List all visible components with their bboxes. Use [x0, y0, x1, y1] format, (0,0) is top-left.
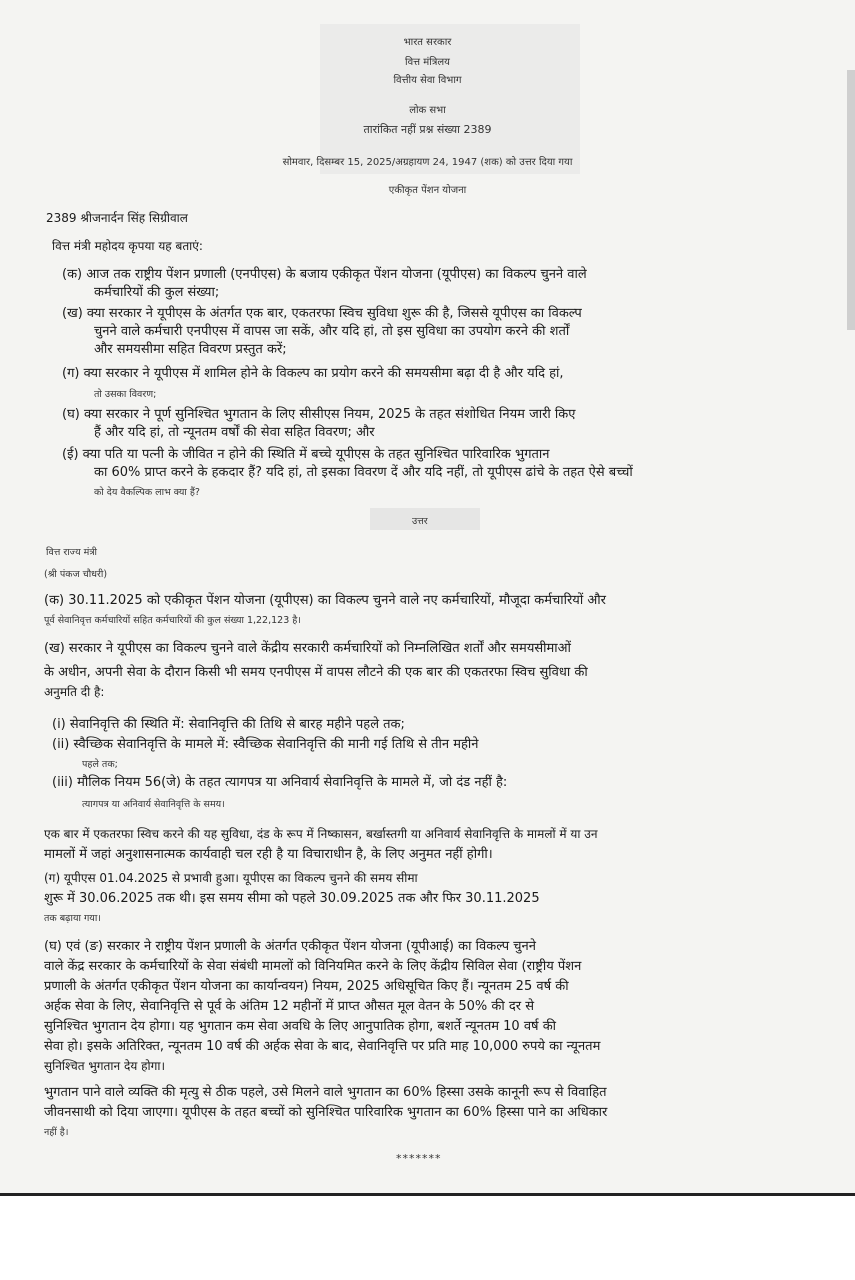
question-kha-line1: (ख) क्या सरकार ने यूपीएस के अंतर्गत एक बार, एकतरफा स्विच सुविधा शुरू की है, जिससे यूपीएस का विकल्प — [62, 306, 582, 321]
header-subject: एकीकृत पेंशन योजना — [388, 185, 467, 196]
answer-ga-line1: (ग) यूपीएस 01.04.2025 से प्रभावी हुआ। यूपीएस का विकल्प चुनने की समय सीमा — [44, 871, 418, 885]
header-gov: भारत सरकार — [403, 37, 452, 48]
question-gha-line1: (घ) क्या सरकार ने पूर्ण सुनिश्चित भुगतान के लिए सीसीएस नियम, 2025 के तहत संशोधित नियम जारी किए — [62, 407, 576, 422]
answer-kha-line3: अनुमति दी है: — [44, 685, 105, 699]
answer-ka-line2: पूर्व सेवानिवृत्त कर्मचारियों सहित कर्मचारियों की कुल संख्या 1,22,123 है। — [44, 615, 301, 626]
answer-ga-line3: तक बढ़ाया गया। — [44, 913, 101, 924]
question-ii-line1: (ई) क्या पति या पत्नी के जीवित न होने की स्थिति में बच्चे यूपीएस के तहत सुनिश्चित पारिवारिक भुगतान — [62, 447, 550, 462]
question-ga-line2: तो उसका विवरण; — [94, 389, 157, 400]
answer-ga-line2: शुरू में 30.06.2025 तक थी। इस समय सीमा को पहले 30.09.2025 तक और फिर 30.11.2025 — [44, 891, 540, 906]
answer-last-line3: नहीं है। — [44, 1127, 69, 1138]
header-house: लोक सभा — [409, 105, 446, 116]
question-intro: वित्त मंत्री महोदय कृपया यह बताएं: — [52, 239, 203, 253]
question-ka-line1: (क) आज तक राष्ट्रीय पेंशन प्रणाली (एनपीएस) के बजाय एकीकृत पेंशन योजना (यूपीएस) का विकल्प चुनने वाले — [62, 267, 587, 282]
header-date: सोमवार, दिसम्बर 15, 2025/अग्रहायण 24, 1947 (शक) को उत्तर दिया गया — [282, 157, 573, 168]
answer-item-iii-line2: त्यागपत्र या अनिवार्य सेवानिवृत्ति के समय। — [82, 799, 225, 810]
answer-heading: उत्तर — [412, 516, 428, 527]
answer-item-iii-line1: (iii) मौलिक नियम 56(जे) के तहत त्यागपत्र या अनिवार्य सेवानिवृत्ति के मामले में, जो दंड नहीं है: — [52, 775, 508, 790]
answer-gha-line4: अर्हक सेवा के लिए, सेवानिवृत्ति से पूर्व के अंतिम 12 महीनों में प्राप्त औसत मूल वेतन के 50% की दर से — [44, 999, 535, 1014]
question-ii-line3: को देय वैकल्पिक लाभ क्या हैं? — [94, 487, 200, 498]
answer-item-ii-line1: (ii) स्वैच्छिक सेवानिवृत्ति के मामले में: स्वैच्छिक सेवानिवृत्ति की मानी गई तिथि से तीन महीने — [52, 737, 479, 752]
question-kha-line3: और समयसीमा सहित विवरण प्रस्तुत करें; — [94, 342, 287, 357]
answer-para-line1: एक बार में एकतरफा स्विच करने की यह सुविधा, दंड के रूप में निष्कासन, बर्खास्तगी या अनिवार्य सेवानिवृत्ति के मामलों में या उन — [44, 827, 598, 841]
question-ka-line2: कर्मचारियों की कुल संख्या; — [94, 285, 220, 300]
minister-name: (श्री पंकज चौधरी) — [44, 569, 108, 580]
question-kha-line2: चुनने वाले कर्मचारी एनपीएस में वापस जा सकें, और यदि हां, तो इस सुविधा का उपयोग करने की शर्तों — [94, 324, 570, 339]
answer-item-i: (i) सेवानिवृत्ति की स्थिति में: सेवानिवृत्ति की तिथि से बारह महीने पहले तक; — [52, 717, 405, 732]
header-ministry: वित्त मंत्रिलय — [405, 57, 450, 68]
question-ii-line2: का 60% प्राप्त करने के हकदार हैं? यदि हां, तो इसका विवरण दें और यदि नहीं, तो यूपीएस ढांचे के तहत ऐसे बच्चों — [94, 465, 633, 480]
answer-gha-line7: सुनिश्चित भुगतान देय होगा। — [44, 1059, 166, 1073]
minister-title: वित्त राज्य मंत्री — [46, 547, 98, 558]
answer-ka-line1: (क) 30.11.2025 को एकीकृत पेंशन योजना (यूपीएस) का विकल्प चुनने वाले नए कर्मचारियों, मौजूदा कर्मचारियों और — [44, 593, 606, 608]
answer-kha-line2: के अधीन, अपनी सेवा के दौरान किसी भी समय एनपीएस में वापस लौटने की एक बार की एकतरफा स्विच सुविधा की — [44, 665, 588, 680]
answer-gha-line6: सेवा हो। इसके अतिरिक्त, न्यूनतम 10 वर्ष की अर्हक सेवा के बाद, सेवानिवृत्ति पर प्रति माह 10,000 रुपये का न्यूनतम — [44, 1039, 601, 1054]
answer-gha-line5: सुनिश्चित भुगतान देय होगा। यह भुगतान कम सेवा अवधि के लिए आनुपातिक होगा, बशर्ते न्यूनतम 10 वर्ष की — [44, 1019, 557, 1034]
question-asker: 2389 श्रीजनार्दन सिंह सिग्रीवाल — [46, 211, 188, 225]
header-question-number: तारांकित नहीं प्रश्न संख्या 2389 — [363, 123, 492, 136]
question-ga-line1: (ग) क्या सरकार ने यूपीएस में शामिल होने के विकल्प का प्रयोग करने की समयसीमा बढ़ा दी है और यदि हां, — [62, 366, 564, 381]
answer-kha-line1: (ख) सरकार ने यूपीएस का विकल्प चुनने वाले केंद्रीय सरकारी कर्मचारियों को निम्नलिखित शर्तों और समयसीमाओं — [44, 641, 571, 656]
answer-last-line1: भुगतान पाने वाले व्यक्ति की मृत्यु से ठीक पहले, उसे मिलने वाले भुगतान का 60% हिस्सा उसके कानूनी रूप से विवाहित — [44, 1085, 607, 1100]
answer-item-ii-line2: पहले तक; — [82, 759, 118, 770]
answer-gha-line3: प्रणाली के अंतर्गत एकीकृत पेंशन योजना का कार्यान्वयन) नियम, 2025 अधिसूचित किए हैं। न्यूनतम 25 वर्ष की — [44, 979, 569, 994]
header-department: वित्तीय सेवा विभाग — [393, 75, 462, 86]
question-gha-line2: हैं और यदि हां, तो न्यूनतम वर्षों की सेवा सहित विवरण; और — [94, 425, 375, 440]
answer-last-line2: जीवनसाथी को दिया जाएगा। यूपीएस के तहत बच्चों को सुनिश्चित पारिवारिक भुगतान का 60% हिस्सा पाने का अधिकार — [44, 1105, 608, 1120]
answer-para-line2: मामलों में जहां अनुशासनात्मक कार्यवाही चल रही है या विचाराधीन है, के लिए अनुमत नहीं होगी। — [44, 847, 493, 862]
answer-gha-line1: (घ) एवं (ङ) सरकार ने राष्ट्रीय पेंशन प्रणाली के अंतर्गत एकीकृत पेंशन योजना (यूपीआई) का विकल्प चुनने — [44, 939, 536, 954]
answer-gha-line2: वाले केंद्र सरकार के कर्मचारियों के सेवा संबंधी मामलों को विनियमित करने के लिए केंद्रीय सिविल सेवा (राष्ट्रीय पेंशन — [44, 959, 582, 974]
end-stars: ******* — [396, 1152, 442, 1165]
